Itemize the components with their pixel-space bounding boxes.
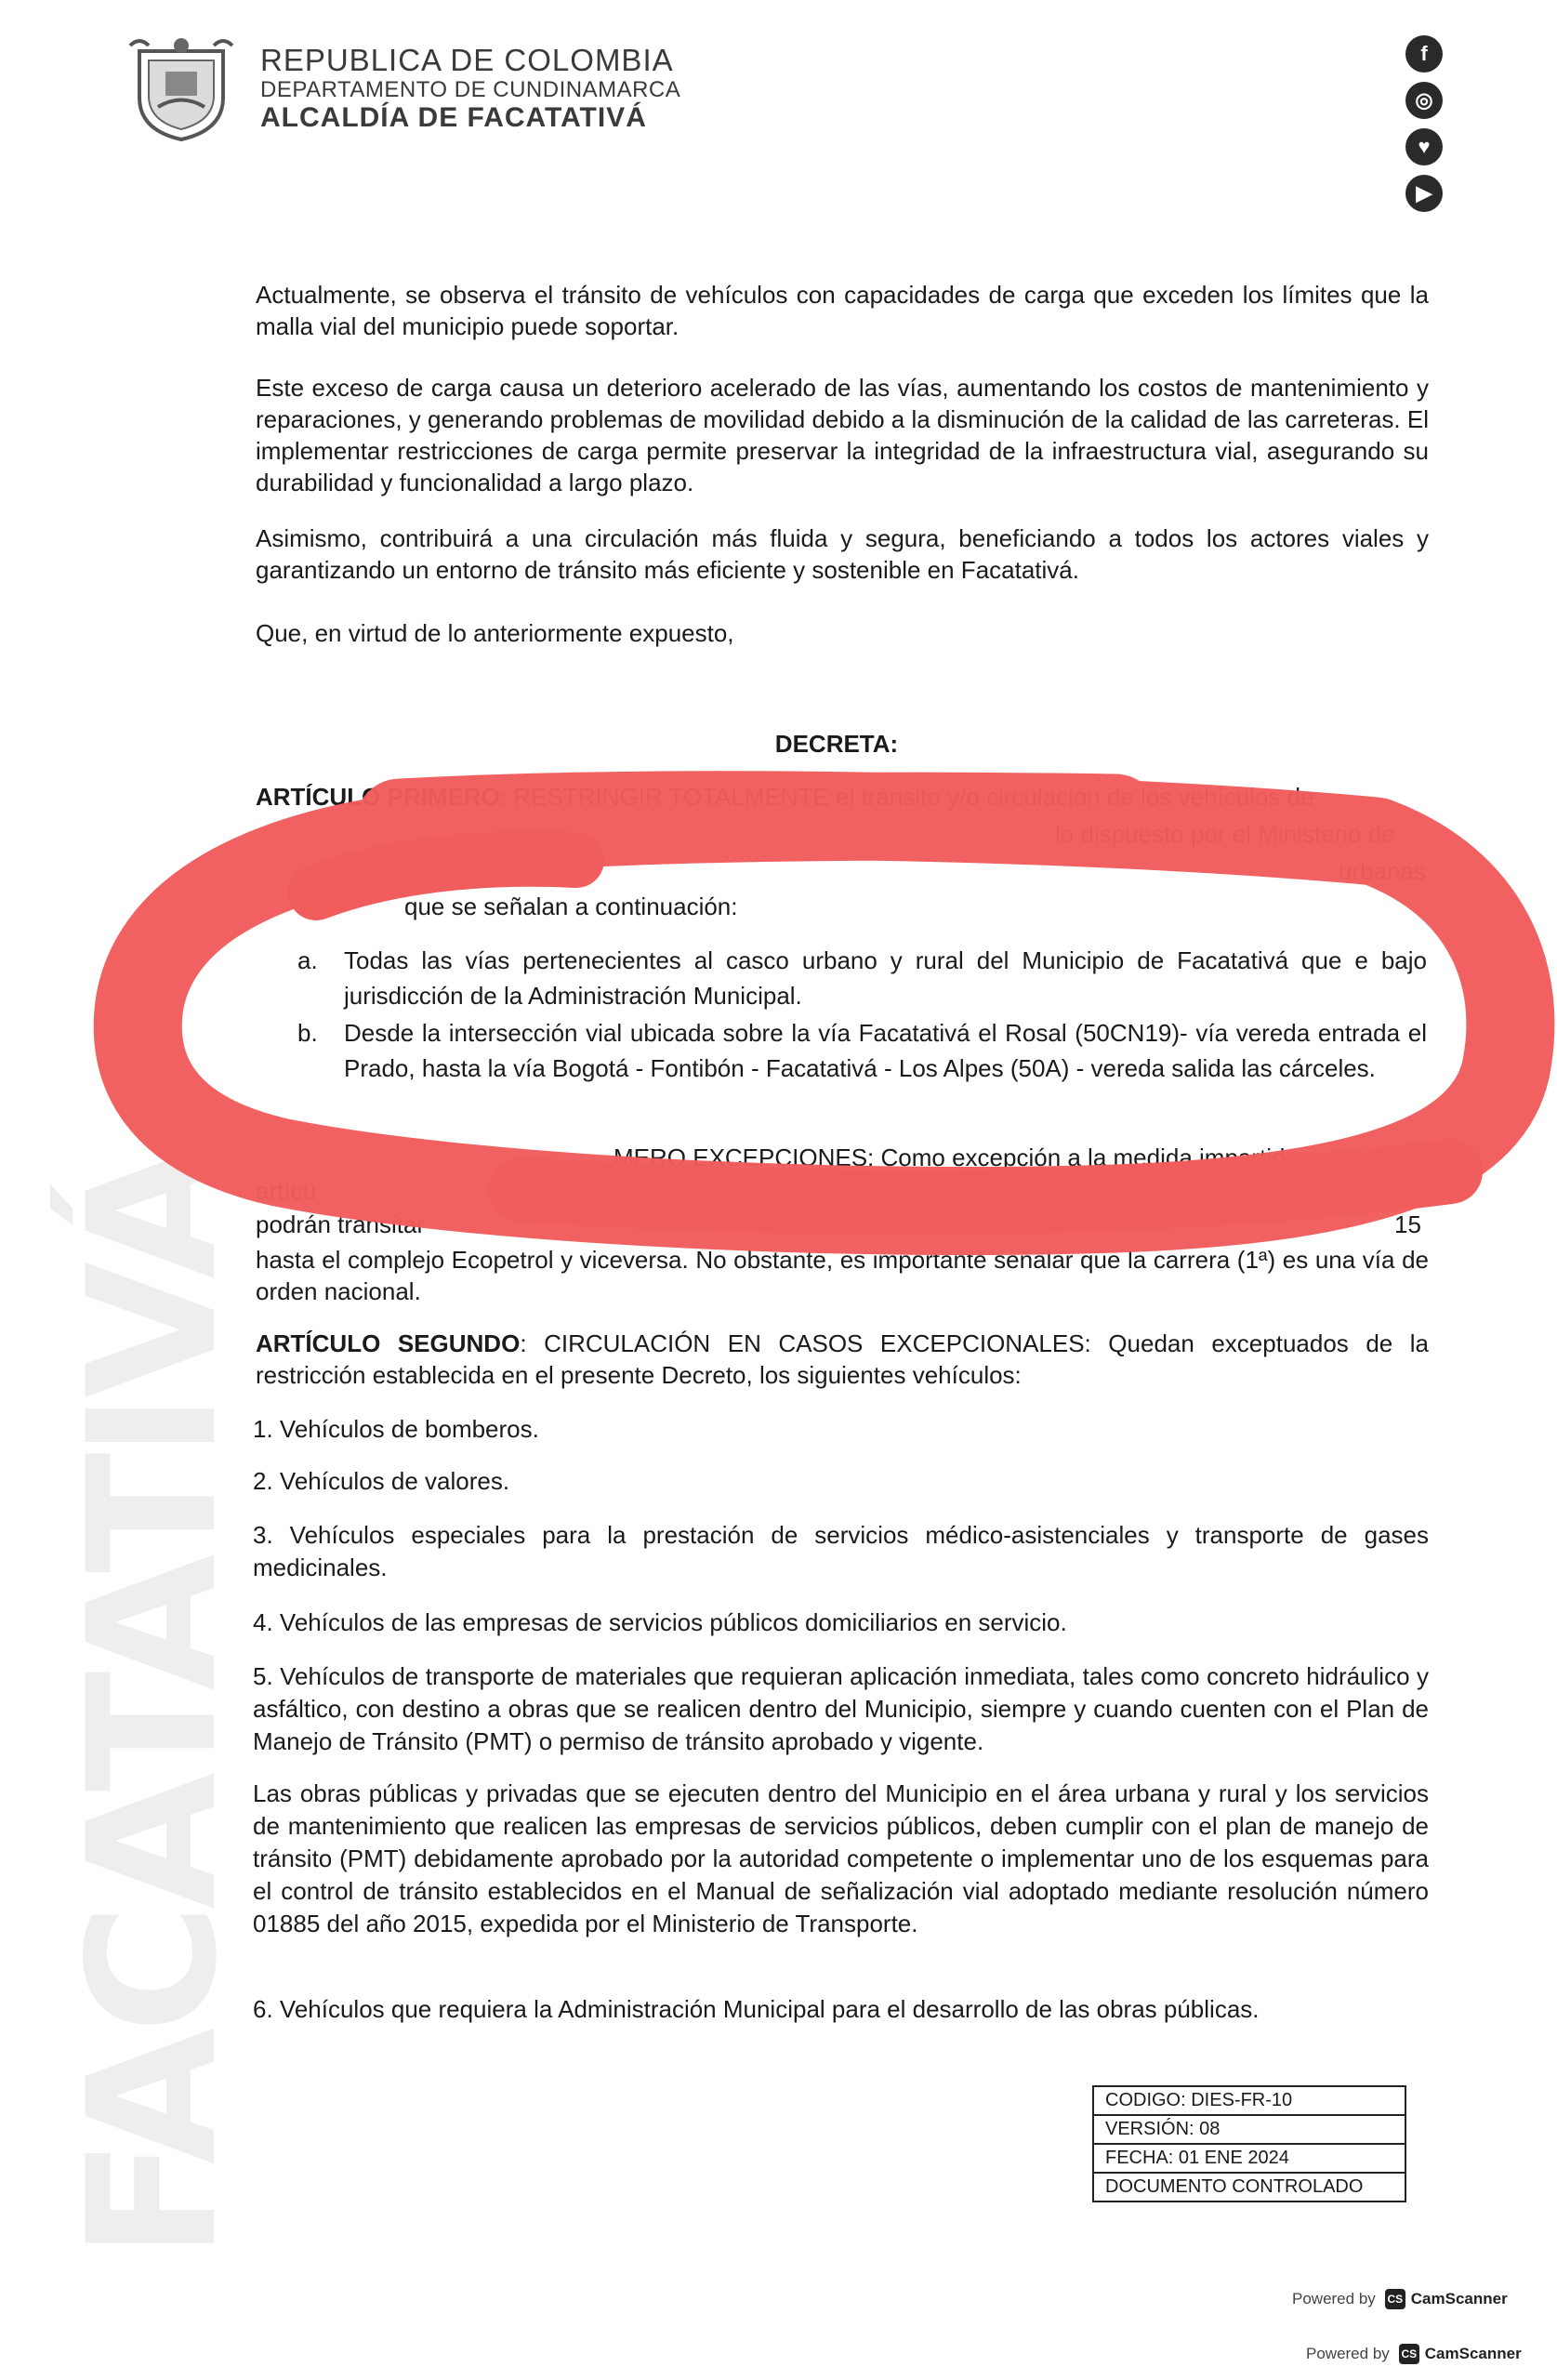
code-row: CODIGO: DIES-FR-10 [1094, 2087, 1405, 2116]
item-4: 4. Vehículos de las empresas de servicios públicos domiciliarios en servicio. [253, 1608, 1067, 1636]
item-5: 5. Vehículos de transporte de materiales que requieran aplicación inmediata, tales como concreto hidráulico y asfáltico, con destino a obras que se realicen dentro del Municipio, siempre y cuando cuenten con el Plan de Manejo de Tránsito (PMT) o permiso de tránsito aprobado y vigente. [253, 1662, 1429, 1755]
articulo-segundo-label: ARTÍCULO SEGUNDO [256, 1329, 521, 1357]
header-alcaldia: ALCALDÍA DE FACATATIVÁ [260, 102, 647, 133]
articulo-primero-line2: lo dispuesto por el Ministerio de [1055, 820, 1395, 848]
decreta-title: DECRETA: [774, 730, 899, 758]
header-republic: REPUBLICA DE COLOMBIA [260, 43, 674, 77]
camscanner-logo-icon: CS [1385, 2289, 1405, 2309]
list-text-a: Todas las vías pertenecientes al casco urbano y rural del Municipio de Facatativá que e bajo jurisdicción de la Administración Municipal. [344, 946, 1427, 1010]
articulo-primero-line4: que se señalan a continuación: [404, 892, 738, 920]
watermark: FACATATIVÁ [50, 1147, 256, 2259]
header-department: DEPARTAMENTO DE CUNDINAMARCA [260, 77, 681, 102]
paragrafo-line4: hasta el complejo Ecopetrol y viceversa. No obstante, es importante señalar que la carrera (1ª) es una vía de orden nacional. [256, 1246, 1429, 1305]
instagram-icon[interactable]: ◎ [1405, 82, 1443, 119]
paragrafo-line1: MERO EXCEPCIONES: Como excepción a la medida impartida por el p [614, 1144, 1386, 1171]
articulo-primero-text: : RESTRINGIR TOTALMENTE el tránsito y/o circulación de los vehículos de [499, 783, 1314, 811]
paragraph-1: Actualmente, se observa el tránsito de vehículos con capacidades de carga que exceden los límites que la malla vial del municipio puede soportar. [256, 281, 1429, 340]
item-6: 6. Vehículos que requiera la Administración Municipal para el desarrollo de las obras públicas. [253, 1995, 1260, 2023]
articulo-primero-label: ARTÍCULO PRIMERO [256, 783, 500, 811]
version-row: VERSIÓN: 08 [1094, 2116, 1405, 2145]
obras-paragraph: Las obras públicas y privadas que se ejecuten dentro del Municipio en el área urbana y rural y los servicios de mantenimiento que realicen las empresas de servicios públicos, deben cumplir con el plan de manejo de tránsito (PMT) debidamente aprobado por la autoridad competente o implementar uno de los esquemas para el control de tránsito establecidos en el Manual de señalización vial adoptado mediante resolución número 01885 del año 2015, expedida por el Ministerio de Transporte. [253, 1779, 1429, 1937]
camscanner-stamp-1 [1283, 2283, 1517, 2315]
articulo-segundo [256, 1328, 1429, 1391]
paragrafo-line3-start: podrán transitar [256, 1210, 426, 1238]
list-item-b [297, 1015, 1427, 1086]
youtube-icon[interactable]: ▶ [1405, 175, 1443, 212]
item-3: 3. Vehículos especiales para la prestación de servicios médico-asistenciales y transporte de gases medicinales. [253, 1521, 1429, 1581]
paragraph-3: Asimismo, contribuirá a una circulación más fluida y segura, beneficiando a todos los actores viales y garantizando un entorno de tránsito más eficiente y sostenible en Facatativá. [256, 524, 1429, 584]
paragrafo-line2: artícu [256, 1177, 317, 1205]
camscanner-name: CamScanner [1410, 2290, 1508, 2307]
articulo-primero-line3: urbanas [1339, 857, 1426, 885]
document-control-box [1092, 2085, 1406, 2202]
controlled-row: DOCUMENTO CONTROLADO [1105, 2176, 1364, 2197]
list-marker-b: b. [297, 1019, 318, 1047]
facebook-icon[interactable]: f [1405, 35, 1443, 73]
articulo-primero-line1 [256, 781, 1429, 813]
paragraph-2: Este exceso de carga causa un deterioro acelerado de las vías, aumentando los costos de mantenimiento y reparaciones, y generando problemas de movilidad debido a la disminución de la calidad de las carreteras. El implementar restricciones de carga permite preservar la integridad de la infraestructura vial, asegurando su durabilidad y funcionalidad a largo plazo. [256, 374, 1429, 496]
articulo-segundo-text: : CIRCULACIÓN EN CASOS EXCEPCIONALES: Quedan exceptuados de la restricción establecida en el presente Decreto, los siguientes vehículos: [256, 1329, 1430, 1389]
list-text-b: Desde la intersección vial ubicada sobre la vía Facatativá el Rosal (50CN19)- vía vereda entrada el Prado, hasta la vía Bogotá - Fontibón - Facatativá - Los Alpes (50A) - vereda salida las cárceles. [344, 1019, 1427, 1082]
letterhead [121, 28, 680, 149]
powered-label: Powered by [1292, 2290, 1376, 2307]
camscanner-logo-icon: CS [1399, 2344, 1419, 2364]
item-1: 1. Vehículos de bomberos. [253, 1415, 539, 1443]
camscanner-stamp-2 [1297, 2338, 1531, 2370]
list-marker-a: a. [297, 946, 318, 974]
date-row: FECHA: 01 ENE 2024 [1094, 2145, 1405, 2174]
twitter-icon[interactable]: ♥ [1405, 128, 1443, 165]
list-item-a [297, 943, 1427, 1013]
powered-label: Powered by [1306, 2345, 1390, 2362]
paragrafo-line3-end: 15 [1394, 1210, 1421, 1238]
paragraph-4: Que, en virtud de lo anteriormente expuesto, [256, 619, 734, 647]
item-2: 2. Vehículos de valores. [253, 1467, 510, 1495]
camscanner-name: CamScanner [1424, 2345, 1522, 2362]
social-icons [1405, 35, 1443, 212]
coat-of-arms-icon [121, 33, 242, 144]
